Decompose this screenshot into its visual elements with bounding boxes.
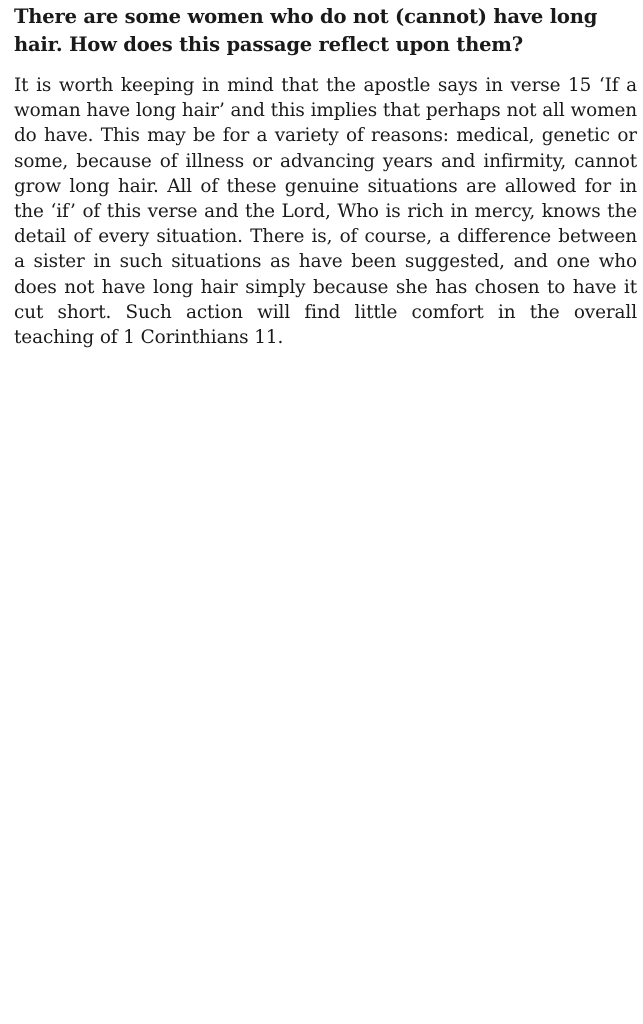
document-page: [14, 0, 637, 350]
answer-paragraph: It is worth keeping in mind that the apostle says in verse 15 ‘If a woman have long hair’ and this implies that perhaps not all women do have. This may be for a variety of reasons: medical, genetic or some, because of illness or advancing years and infirmity, cannot grow long hair. All of these genuine situations are allowed for in the ‘if’ of this verse and the Lord, Who is rich in mercy, knows the detail of every situation. There is, of course, a difference between a sister in such situations as have been suggested, and one who does not have long hair simply because she has chosen to have it cut short. Such action will find little comfort in the overall teaching of 1 Corinthians 11.: [14, 75, 637, 349]
question-heading: There are some women who do not (cannot) have long hair. How does this passage reflect upon them?: [14, 5, 598, 56]
